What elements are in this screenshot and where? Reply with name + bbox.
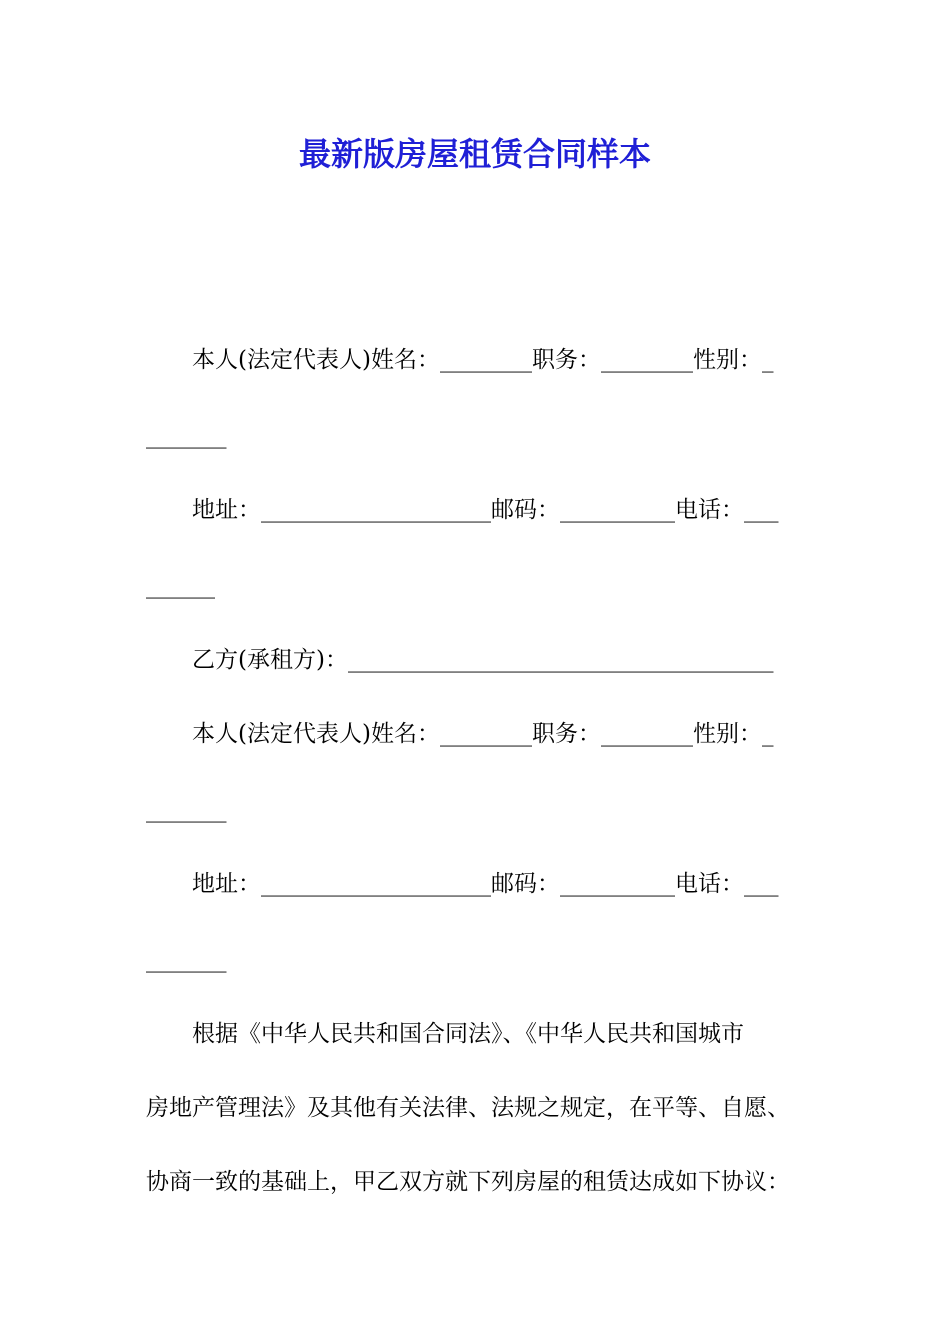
preamble-line-2: 房地产管理法》及其他有关法律、法规之规定，在平等、自愿、	[146, 1095, 790, 1121]
party-b-phone-blank-line: _______	[146, 947, 227, 973]
party-a-gender-blank-line: _______	[146, 423, 227, 449]
party-a-address-line: 地址：____________________邮码：__________电话：___	[192, 497, 779, 523]
party-b-gender-blank-line: _______	[146, 797, 227, 823]
party-a-phone-blank-line: ______	[146, 573, 215, 599]
party-a-representative-line: 本人(法定代表人)姓名：________职务：________性别：_	[192, 347, 774, 373]
party-b-address-line: 地址：____________________邮码：__________电话：___	[192, 871, 779, 897]
preamble-line-1: 根据《中华人民共和国合同法》、《中华人民共和国城市	[192, 1021, 744, 1047]
document-title: 最新版房屋租赁合同样本	[298, 135, 651, 173]
party-b-line: 乙方(承租方)：_____________________________________	[192, 647, 774, 673]
preamble-line-3: 协商一致的基础上，甲乙双方就下列房屋的租赁达成如下协议：	[146, 1169, 790, 1195]
party-b-representative-line: 本人(法定代表人)姓名：________职务：________性别：_	[192, 721, 774, 747]
